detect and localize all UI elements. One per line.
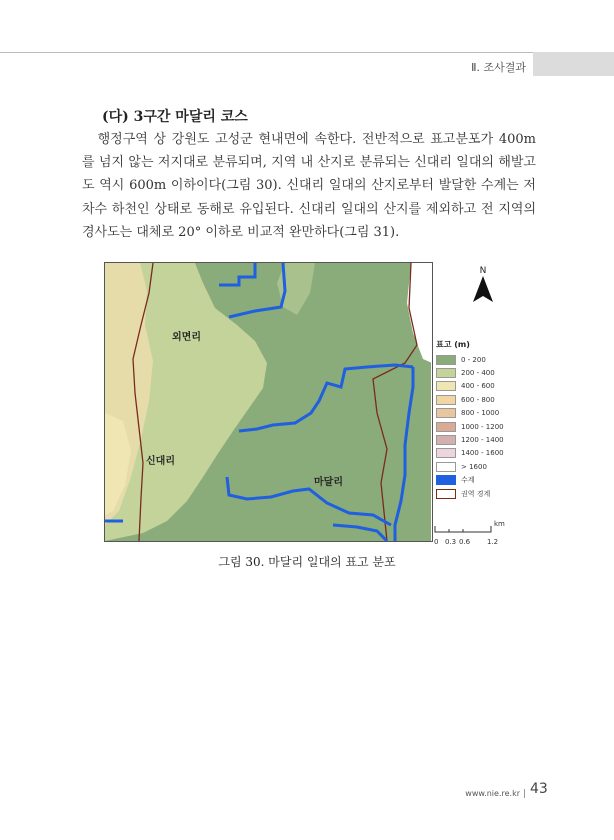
place-label-madal-ri: 마달리: [314, 477, 343, 488]
legend-item: [436, 353, 504, 366]
legend-item-boundary: [436, 487, 504, 500]
body-paragraph: 행정구역 상 강원도 고성군 현내면에 속한다. 전반적으로 표고분포가 400m를 넘지 않는 저지대로 분류되며, 지역 내 산지로 분류되는 신대리 일대의 해발고도 역시 600m 이하이다(그림 30). 신대리 일대의 산지로부터 발달한 수계는 저차수 하천인 상태로 동해로 유입된다. 신대리 일대의 산지를 제외하고 전 지역의 경사도는 대체로 20° 이하로 비교적 완만하다(그림 31).: [82, 132, 536, 240]
section-title: (다) 3구간 마달리 코스: [102, 109, 248, 125]
legend-label: 200 - 400: [461, 369, 495, 378]
scale-tick: 0.3: [445, 538, 457, 546]
legend-item: [436, 393, 504, 406]
legend-label: 권역 경계: [461, 489, 491, 498]
header-tab: [533, 52, 614, 76]
place-label-oemyeon-ri: 외면리: [172, 332, 201, 343]
page-number: 43: [530, 781, 548, 797]
header-rule: [0, 52, 614, 53]
scale-tick: 1.2: [487, 538, 499, 546]
place-label-sindae-ri: 신대리: [146, 456, 175, 467]
footer-divider: [524, 789, 525, 798]
figure-caption: 그림 30. 마달리 일대의 표고 분포: [218, 555, 396, 569]
legend-title: 표고 (m): [436, 340, 470, 349]
footer-url[interactable]: www.nie.re.kr: [465, 789, 520, 798]
legend-swatch: [436, 381, 456, 391]
legend-label: > 1600: [461, 462, 487, 471]
legend-label: 1400 - 1600: [461, 449, 504, 458]
legend-swatch: [436, 368, 456, 378]
legend-swatch-boundary: [436, 489, 456, 499]
legend-swatch: [436, 462, 456, 472]
legend-label: 400 - 600: [461, 382, 495, 391]
elevation-map-canvas: [105, 263, 432, 541]
scale-bar: [434, 519, 506, 548]
legend-item: [436, 420, 504, 433]
legend-item-stream: [436, 474, 504, 487]
legend-item: [436, 433, 504, 446]
scale-tick: 0.6: [459, 538, 471, 546]
legend-label: 800 - 1000: [461, 409, 500, 418]
legend-item: [436, 407, 504, 420]
legend-swatch: [436, 408, 456, 418]
legend-item: [436, 380, 504, 393]
legend-item: [436, 460, 504, 473]
elevation-map: [104, 262, 433, 542]
legend-swatch: [436, 435, 456, 445]
legend-swatch: [436, 448, 456, 458]
legend-swatch: [436, 395, 456, 405]
legend-label: 1000 - 1200: [461, 422, 504, 431]
legend-label: 0 - 200: [461, 355, 486, 364]
north-label: N: [479, 266, 487, 276]
legend-label: 600 - 800: [461, 395, 495, 404]
north-arrow: [472, 266, 494, 308]
scale-unit: km: [494, 520, 505, 528]
north-arrow-icon: [472, 276, 494, 304]
legend-swatch: [436, 355, 456, 365]
legend-item: [436, 366, 504, 379]
scale-tick: 0: [434, 538, 439, 546]
legend-swatch-stream: [436, 475, 456, 485]
legend-label: 수계: [461, 476, 475, 485]
map-legend: [436, 339, 504, 500]
legend-swatch: [436, 422, 456, 432]
chapter-heading: Ⅱ. 조사결과: [471, 61, 526, 74]
legend-label: 1200 - 1400: [461, 436, 504, 445]
scale-tick-labels: [434, 538, 506, 548]
legend-item: [436, 447, 504, 460]
